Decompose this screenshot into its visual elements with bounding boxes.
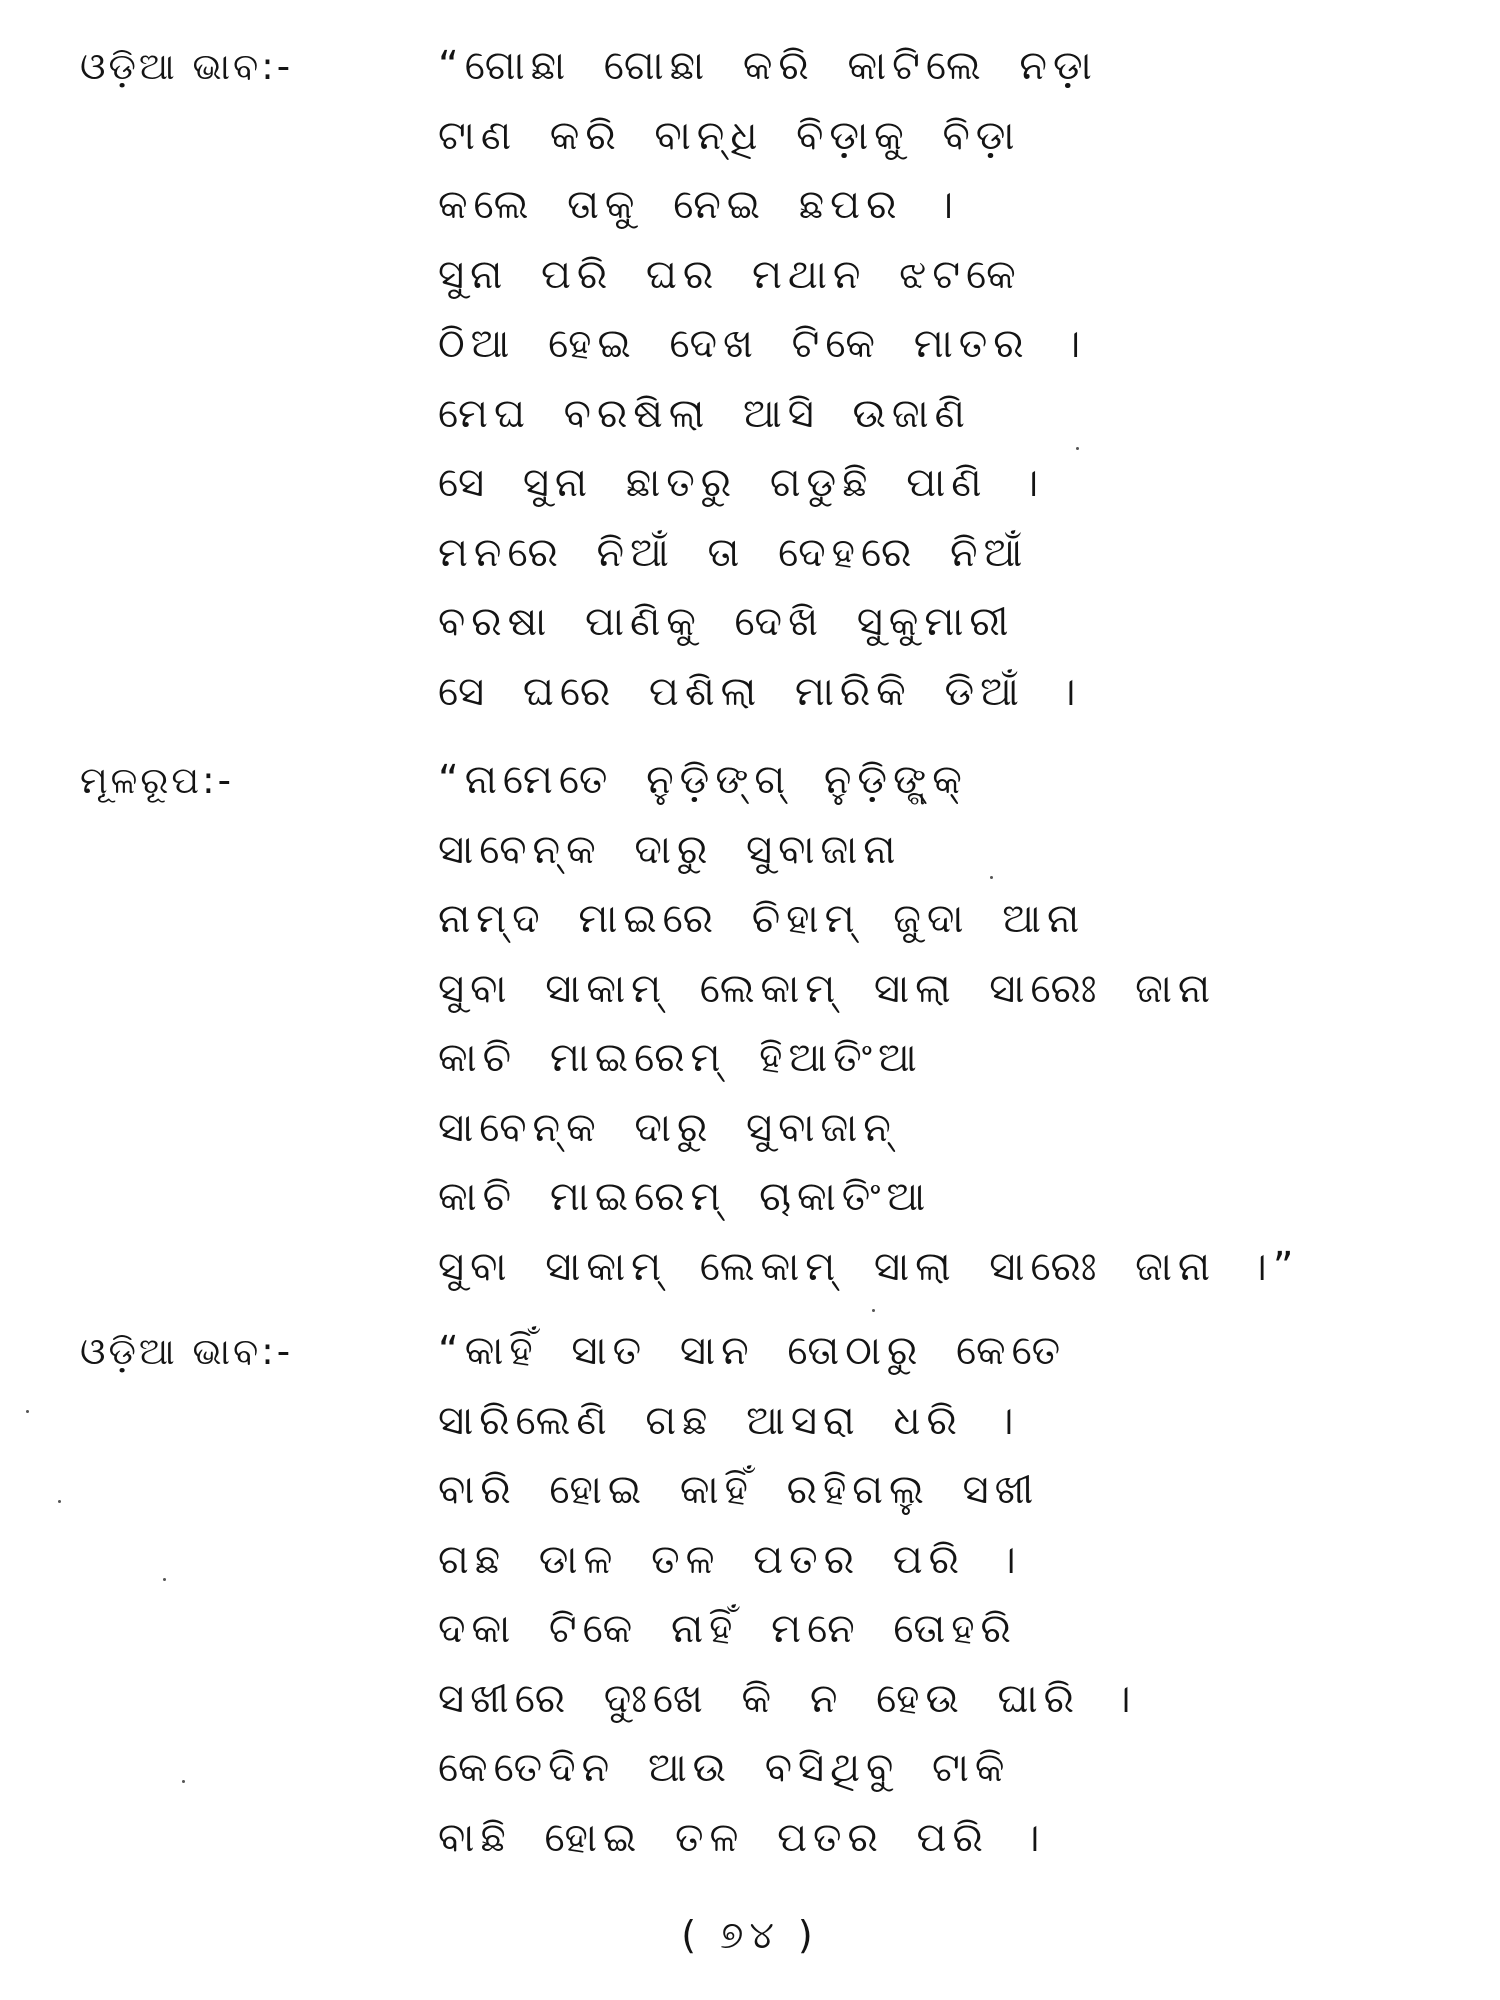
verse-line: “କାହିଁ ସାତ ସାନ ତୋଠାରୁ କେତେ — [438, 1328, 1067, 1374]
verse-line: ଟାଣ କରି ବାନ୍ଧି ବିଡ଼ାକୁ ବିଡ଼ା — [438, 112, 1021, 159]
verse-line: କାଚି ମାଇରେମ୍ ଚାକାତିଂଆ — [438, 1174, 932, 1220]
verse-line: “ଗୋଛା ଗୋଛା କରି କାଟିଲେ ନଡ଼ା — [438, 43, 1098, 89]
verse-line: ସାରିଲେଣି ଗଛ ଆସରା ଧରି । — [438, 1397, 1020, 1444]
verse-line: “ନାମେତେ ନୁଡ଼ିଙ୍ଗ୍ ନୁଡ଼ିଙ୍ଗ୍କ୍ — [438, 757, 968, 803]
verse-line: ସୁନା ପରି ଘର ମଥାନ ଝଟକେ — [438, 251, 1022, 298]
scan-speck — [58, 1500, 61, 1503]
verse-line: ସାବେନ୍କ ଦାରୁ ସୁବାଜାନ୍ — [438, 1104, 897, 1151]
section-label: ଓଡ଼ିଆ ଭାବ:- — [80, 45, 294, 88]
verse-line: ସାବେନ୍କ ଦାରୁ ସୁବାଜାନା — [438, 826, 902, 873]
verse-line: ସୁବା ସାକାମ୍ ଲେକାମ୍ ସାଲା ସାରେଃ ଜାନା ।” — [438, 1243, 1300, 1290]
section-label: ମୂଳରୂପ:- — [80, 759, 234, 802]
verse-line: ସେ ଘରେ ପଶିଲା ମାରିକି ଡିଆଁ । — [438, 668, 1082, 715]
verse-line: ଠିଆ ହେଇ ଦେଖ ଟିକେ ମାତର । — [438, 321, 1087, 367]
verse-line: ମନରେ ନିଆଁ ତା ଦେହରେ ନିଆଁ — [438, 529, 1029, 576]
verse-line: ମେଘ ବରଷିଲା ଆସି ଉଜାଣି — [438, 390, 971, 437]
verse-line: ନାମ୍‌ଦ ମାଇରେ ଚିହାମ୍ ଜୁଦା ଆନା — [438, 896, 1086, 942]
verse-line: ସଖୀରେ ଦୁଃଖେ କି ନ ହେଉ ଘାରି । — [438, 1675, 1137, 1722]
verse-line: ବାଛି ହୋଇ ତଳ ପତର ପରି । — [438, 1814, 1046, 1861]
verse-line: ସେ ସୁନା ଛାତରୁ ଗଡୁଛି ପାଣି । — [438, 460, 1045, 506]
verse-line: କେତେଦିନ ଆଉ ବସିଥିବୁ ଟାକି — [438, 1745, 1011, 1791]
verse-block — [438, 1317, 1137, 1873]
section-label: ଓଡ଼ିଆ ଭାବ:- — [80, 1330, 294, 1373]
scan-speck — [990, 876, 993, 879]
verse-line: ସୁବା ସାକାମ୍ ଲେକାମ୍ ସାଲା ସାରେଃ ଜାନା — [438, 965, 1217, 1012]
verse-line: ଦକା ଟିକେ ନାହିଁ ମନେ ତୋହରି — [438, 1606, 1017, 1652]
scan-speck — [872, 1309, 875, 1312]
verse-line: ଗଛ ଡାଳ ତଳ ପତର ପରି । — [438, 1536, 1022, 1583]
scan-speck — [182, 1780, 185, 1783]
verse-block — [438, 32, 1098, 727]
scan-speck — [26, 1410, 29, 1413]
verse-line: କାଚି ମାଇରେମ୍ ହିଆତିଂଆ — [438, 1035, 923, 1081]
scan-speck — [1076, 447, 1079, 450]
verse-line: ବରଷା ପାଣିକୁ ଦେଖି ସୁକୁମାରୀ — [438, 599, 1015, 645]
page-number: ( ୭୪ ) — [681, 1913, 819, 1957]
verse-block — [438, 746, 1300, 1302]
scan-speck — [163, 1578, 166, 1581]
verse-line: ବାରି ହୋଇ କାହିଁ ରହିଗଲୁ ସଖୀ — [438, 1467, 1040, 1513]
verse-line: କଲେ ତାକୁ ନେଇ ଛପର । — [438, 182, 960, 228]
